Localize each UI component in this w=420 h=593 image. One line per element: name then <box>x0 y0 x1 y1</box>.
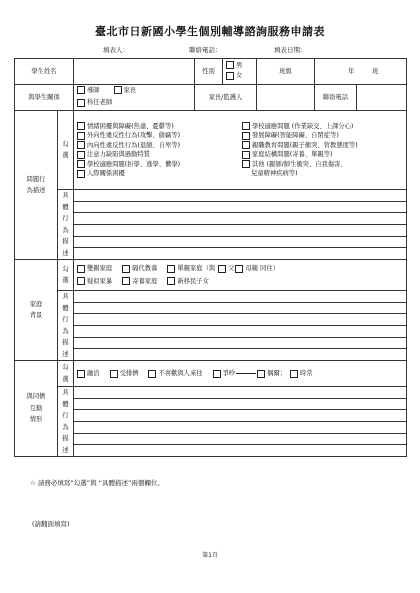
problem-option[interactable]: 內向性違反性行為(退縮、自卑等) <box>77 141 238 151</box>
problem-check-label: 勾 選 <box>58 111 74 190</box>
female-label: 女 <box>236 71 243 79</box>
mentor-checkbox[interactable] <box>77 86 85 94</box>
guardian-field[interactable] <box>257 85 315 111</box>
peer-desc-line[interactable] <box>74 387 407 399</box>
back-page-note: (請翻面填寫) <box>32 520 70 528</box>
problem-desc-line[interactable] <box>74 190 407 202</box>
subject-teacher-label: 科任老師 <box>87 98 113 106</box>
family-section-label: 家庭 背景 <box>15 260 58 361</box>
problem-desc-line[interactable] <box>74 248 407 260</box>
problem-desc-label: 具 體 行 為 描 述 <box>58 190 74 260</box>
problem-checkbox[interactable] <box>77 160 85 168</box>
family-checkbox[interactable] <box>77 265 85 273</box>
problem-section-label: 問題行 為描述 <box>15 111 58 260</box>
contact-phone-field[interactable] <box>357 85 407 111</box>
relation-options <box>74 85 195 111</box>
problem-option[interactable]: 親職教育問題(親子衝突、管教態度等) <box>242 141 403 151</box>
peer-option[interactable]: 融洽 <box>77 370 100 378</box>
peer-check-label: 勾 選 <box>58 361 74 387</box>
problem-desc-line[interactable] <box>74 236 407 248</box>
problem-checkbox[interactable] <box>77 151 85 159</box>
phone-label: 聯絡電話： <box>189 46 222 54</box>
class-unit-label: 班 <box>372 67 379 75</box>
guardian-label: 家長/監護人 <box>195 85 257 111</box>
problem-option[interactable]: 注意力缺陷與過動特質 <box>77 150 238 160</box>
family-desc-label: 具 體 行 為 描 述 <box>58 291 74 361</box>
family-option[interactable]: 寄養家庭 <box>122 277 157 285</box>
family-option[interactable]: 疑似家暴 <box>77 277 112 285</box>
female-checkbox[interactable] <box>226 72 234 80</box>
form-title: 臺北市日新國小學生個別輔導諮詢服務申請表 <box>95 25 325 38</box>
peer-checkbox[interactable] <box>148 370 156 378</box>
problem-desc-line[interactable] <box>74 201 407 213</box>
class-field[interactable] <box>315 59 407 85</box>
problem-checkbox[interactable] <box>77 170 85 178</box>
mentor-label: 導師 <box>87 86 100 94</box>
peer-option[interactable]: 不喜歡與人來往 <box>148 370 202 378</box>
student-name-field[interactable] <box>74 59 195 85</box>
family-option[interactable]: 隔代教養 <box>122 265 157 273</box>
problem-desc-line[interactable] <box>74 224 407 236</box>
subject-teacher-checkbox[interactable] <box>77 99 85 107</box>
problem-option[interactable]: 其他 (親師/師生衝突、自我傷害、 <box>242 160 403 170</box>
filler-label: 填表人： <box>103 46 129 54</box>
student-name-label: 學生姓名 <box>15 59 74 85</box>
problem-checkbox[interactable] <box>77 122 85 130</box>
family-desc-line[interactable] <box>74 325 407 337</box>
family-checkbox[interactable] <box>167 265 175 273</box>
problem-option[interactable]: 學校適應問題(拒學、逃學、懼學) <box>77 160 238 170</box>
problem-option[interactable]: 外向性違反性行為(攻擊、偷竊等) <box>77 131 238 141</box>
peer-desc-line[interactable] <box>74 433 407 445</box>
problem-checkbox[interactable] <box>242 160 250 168</box>
relation-label: 與學生關係 <box>15 85 74 111</box>
instruction-note: ☆ 請務必填寫“勾選”與 “具體描述”兩個欄位。 <box>30 479 164 487</box>
application-form-table <box>14 58 407 457</box>
problem-option[interactable]: 情緒困擾與障礙(焦慮、憂鬱等) <box>77 122 238 132</box>
peer-checkbox[interactable] <box>110 370 118 378</box>
peer-option[interactable]: 爭吵 偶爾； 時常 <box>213 370 313 378</box>
problem-option[interactable]: 發展障礙(智能障礙、自閉症等) <box>242 131 403 141</box>
mother-checkbox[interactable] <box>235 265 243 273</box>
peer-section-label: 與同儕 互動 情形 <box>15 361 58 457</box>
family-checkbox[interactable] <box>122 277 130 285</box>
family-desc-line[interactable] <box>74 302 407 314</box>
peer-desc-line[interactable] <box>74 421 407 433</box>
peer-option[interactable]: 受排擠 <box>110 370 139 378</box>
problem-checkbox[interactable] <box>242 151 250 159</box>
male-checkbox[interactable] <box>226 61 234 69</box>
peer-desc-line[interactable] <box>74 445 407 457</box>
problem-options <box>74 111 407 190</box>
family-checkbox[interactable] <box>122 265 130 273</box>
occasionally-checkbox[interactable] <box>257 370 265 378</box>
family-desc-line[interactable] <box>74 291 407 303</box>
problem-checkbox[interactable] <box>77 132 85 140</box>
problem-checkbox[interactable] <box>242 141 250 149</box>
peer-checkbox[interactable] <box>77 370 85 378</box>
gender-options <box>223 59 257 85</box>
parent-label: 家長 <box>123 86 137 94</box>
problem-option-continued: 兒童精神疾病等) <box>251 170 298 178</box>
problem-desc-line[interactable] <box>74 213 407 225</box>
problem-option[interactable]: 家庭結構問題(寄養、單親等) <box>242 150 403 160</box>
page-number: 第1頁 <box>202 552 218 559</box>
gender-label: 性別 <box>195 59 223 85</box>
family-option[interactable]: 新移民子女 <box>167 277 208 285</box>
family-options <box>74 260 407 291</box>
problem-checkbox[interactable] <box>242 132 250 140</box>
father-checkbox[interactable] <box>218 265 226 273</box>
peer-desc-line[interactable] <box>74 410 407 422</box>
peer-desc-label: 具 體 行 為 描 述 <box>58 387 74 457</box>
date-label: 填表日期： <box>274 46 307 54</box>
family-checkbox[interactable] <box>77 277 85 285</box>
peer-desc-line[interactable] <box>74 398 407 410</box>
class-label: 班級 <box>257 59 315 85</box>
peer-options <box>74 361 407 387</box>
problem-checkbox[interactable] <box>242 122 250 130</box>
problem-option[interactable]: 學校適應問題 (作業缺交、上課分心) <box>242 122 403 132</box>
family-desc-line[interactable] <box>74 337 407 349</box>
problem-option[interactable]: 人際關係困擾 <box>77 169 238 179</box>
male-label: 男 <box>236 61 243 69</box>
parent-checkbox[interactable] <box>114 86 122 94</box>
problem-checkbox[interactable] <box>77 141 85 149</box>
dash-divider <box>236 373 256 374</box>
peer-checkbox[interactable] <box>213 370 221 378</box>
family-check-label: 勾 選 <box>58 260 74 291</box>
family-desc-line[interactable] <box>74 314 407 326</box>
family-option[interactable]: 單親家庭（與 父 母親 同住） <box>167 265 279 273</box>
often-checkbox[interactable] <box>290 370 298 378</box>
year-label: 年 <box>348 67 355 75</box>
family-desc-line[interactable] <box>74 349 407 361</box>
family-checkbox[interactable] <box>167 277 175 285</box>
contact-phone-label: 聯絡電話 <box>315 85 357 111</box>
family-option[interactable]: 雙親家庭 <box>77 265 112 273</box>
